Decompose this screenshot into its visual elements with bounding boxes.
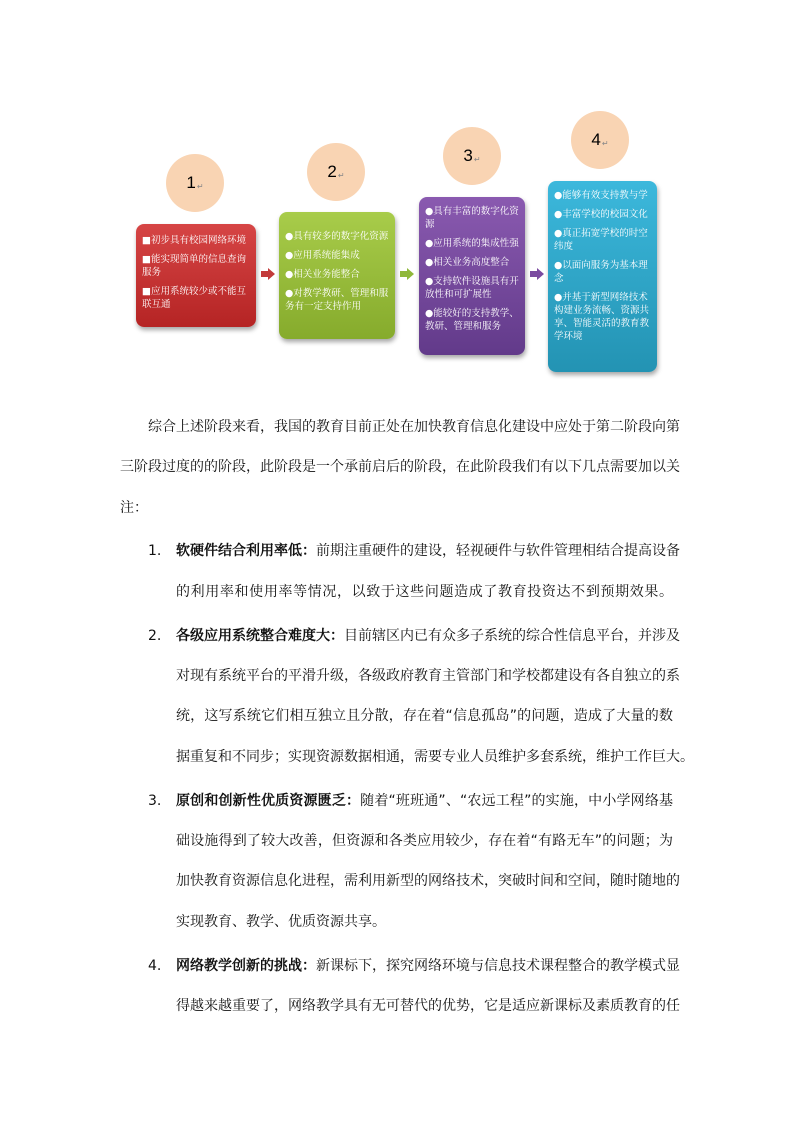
stage-number-circle [443,127,501,185]
text-line [176,541,680,561]
text-line [176,791,673,811]
stage-item: ■初步具有校园网络环境 [142,235,246,246]
list-item-text: 目前辖区内已有众多子系统的综合性信息平台，并涉及 [344,628,680,644]
stage-item: ●能较好的支持教学、教研、管理和服务 [425,308,519,332]
paragraph-mark-icon: ↵ [337,170,345,180]
stage-item: ●支持软件设施具有开放性和可扩展性 [425,276,519,300]
stage-card-3 [419,197,525,355]
stage-card-1 [136,224,256,327]
stage-item: ●具有丰富的数字化资源 [425,206,519,230]
stage-number: 3 [463,146,473,165]
text-line [176,626,680,646]
arrow-right-icon [530,268,544,280]
list-item-text: 前期注重硬件的建设，轻视硬件与软件管理相结合提高设备 [316,543,680,559]
stage-item: ●并基于新型网络技术构建业务流畅、资源共享、智能灵活的教育教学环境 [554,292,650,342]
list-item-title: 各级应用系统整合难度大： [176,628,344,644]
list-number: 3. [148,793,162,809]
stage-item: ●相关业务能整合 [285,269,360,280]
stage-item: ●应用系统的集成性强 [425,238,519,249]
text-line: 对现有系统平台的平滑升级，各级政府教育主管部门和学校都建设有各自独立的系 [176,668,680,684]
text-line: 注： [120,500,148,516]
arrow-right-icon [400,268,414,280]
paragraph-mark-icon: ↵ [196,181,204,191]
stage-number-circle [307,143,365,201]
stage-number: 2 [327,162,337,181]
stage-item: ●对教学教研、管理和服务有一定支持作用 [285,288,389,312]
stage-item: ●相关业务高度整合 [425,257,510,268]
list-item-text: 随着“班班通”、“农远工程”的实施，中小学网络基 [360,793,674,809]
stage-item: ●应用系统能集成 [285,250,360,261]
text-line: 的利用率和使用率等情况，以致于这些问题造成了教育投资达不到预期效果。 [176,584,673,600]
arrow-right-icon [261,268,275,280]
stage-item: ●丰富学校的校园文化 [554,209,648,220]
list-item-title: 原创和创新性优质资源匮乏： [176,793,361,809]
list-item-title: 网络教学创新的挑战： [176,958,316,974]
stage-item: ●能够有效支持教与学 [554,190,648,201]
stage-item: ●具有较多的数字化资源 [285,231,389,242]
stage-item: ■能实现简单的信息查询服务 [142,254,246,278]
list-number: 2. [148,628,162,644]
text-line: 础设施得到了较大改善，但资源和各类应用较少，存在着“有路无车”的问题；为 [176,833,673,849]
list-item-text: 新课标下，探究网络环境与信息技术课程整合的教学模式显 [316,958,680,974]
list-item-title: 软硬件结合利用率低： [176,543,316,559]
text-line [176,956,680,976]
stage-item: ●真正拓宽学校的时空纬度 [554,228,648,252]
list-number: 4. [148,958,162,974]
stage-number: 4 [591,130,601,149]
paragraph-mark-icon: ↵ [473,154,481,164]
text-line: 得越来越重要了，网络教学具有无可替代的优势，它是适应新课标及素质教育的任 [176,998,680,1014]
paragraph-mark-icon: ↵ [601,138,609,148]
stage-number-circle [571,111,629,169]
stage-item: ●以面向服务为基本理念 [554,260,648,284]
stage-card-2 [279,212,395,339]
stage-item: ■应用系统较少或不能互联互通 [142,286,246,310]
text-line: 据重复和不同步；实现资源数据相通，需要专业人员维护多套系统，维护工作巨大。 [176,749,694,765]
stage-card-4 [548,181,657,372]
text-line: 三阶段过度的的阶段，此阶段是一个承前启后的阶段，在此阶段我们有以下几点需要加以关 [120,459,680,475]
stage-number-circle [166,154,224,212]
text-line: 实现教育、教学、优质资源共享。 [176,914,386,930]
stage-number: 1 [186,173,196,192]
list-number: 1. [148,543,162,559]
text-line: 综合上述阶段来看，我国的教育目前正处在加快教育信息化建设中应处于第二阶段向第 [148,419,680,435]
text-line: 统，这写系统它们相互独立且分散，存在着“信息孤岛”的问题，造成了大量的数 [176,708,673,724]
text-line: 加快教育资源信息化进程，需利用新型的网络技术，突破时间和空间，随时随地的 [176,873,680,889]
